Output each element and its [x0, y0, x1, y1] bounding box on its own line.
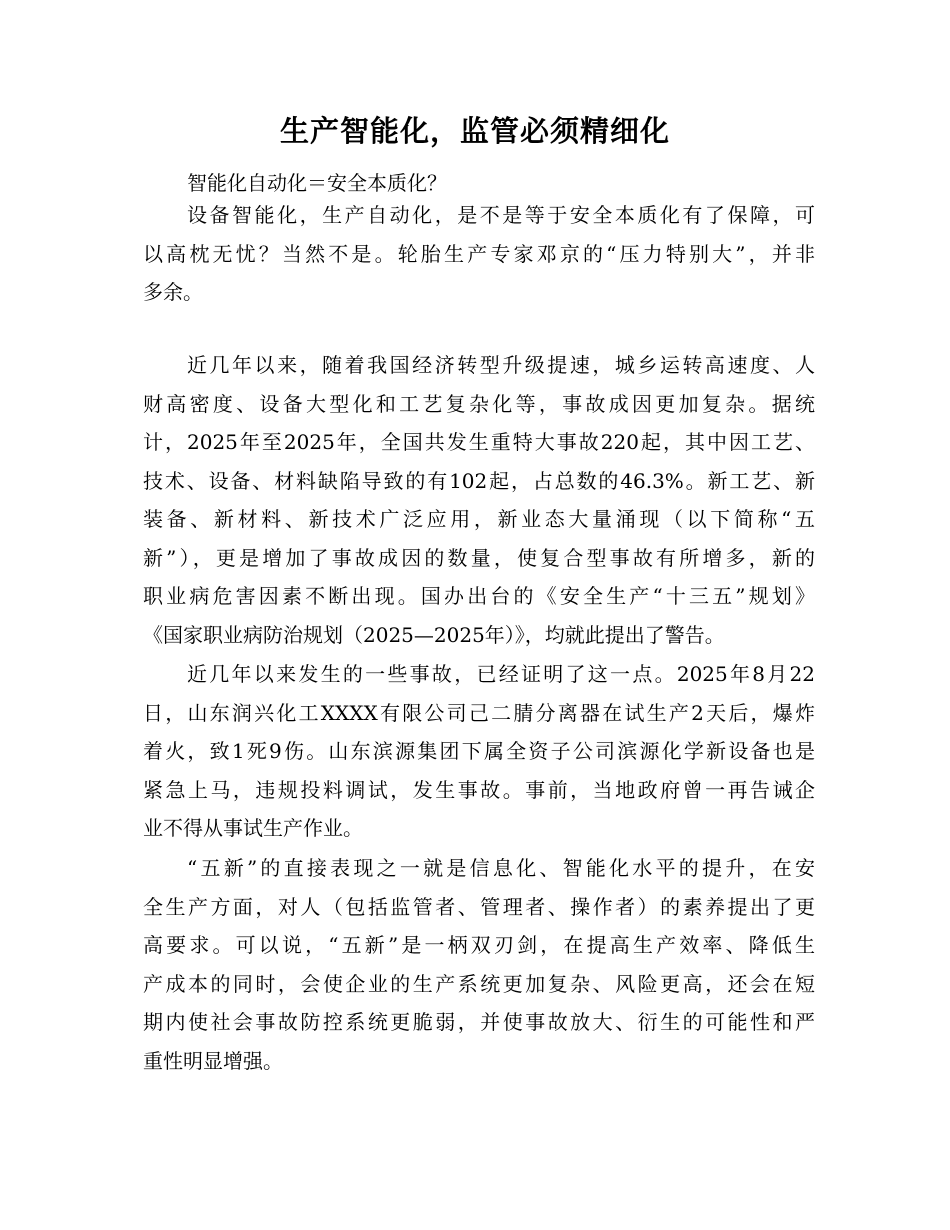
paragraph-line: 财高密度、设备大型化和工艺复杂化等，事故成因更加复杂。据统 — [143, 391, 815, 416]
paragraph-line: 期内使社会事故防控系统更脆弱，并使事故放大、衍生的可能性和严 — [143, 1010, 815, 1034]
paragraph-3 — [143, 655, 815, 848]
paragraph-line: 高要求。可以说，“五新”是一柄双刃剑，在提高生产效率、降低生 — [143, 933, 815, 957]
paragraph-line: 近几年以来，随着我国经济转型升级提速，城乡运转高速度、人 — [187, 353, 815, 377]
paragraph-2 — [143, 346, 815, 654]
paragraph-line: 紧急上马，违规投料调试，发生事故。事前，当地政府曾一再告诫企 — [143, 777, 815, 802]
paragraph-line: 设备智能化，生产自动化，是不是等于安全本质化有了保障，可 — [187, 203, 815, 227]
paragraph-line: 职业病危害因素不断出现。国办出台的《安全生产“十三五”规划》 — [143, 584, 815, 608]
paragraph-line: “五新”的直接表现之一就是信息化、智能化水平的提升，在安 — [187, 856, 815, 880]
paragraph-4 — [143, 849, 815, 1080]
paragraph-line: 着火，致1死9伤。山东滨源集团下属全资子公司滨源化学新设备也是 — [143, 739, 815, 763]
paragraph-line: 近几年以来发生的一些事故，已经证明了这一点。2025年8月22 — [187, 662, 815, 686]
paragraph-line: 产成本的同时，会使企业的生产系统更加复杂、风险更高，还会在短 — [143, 971, 815, 996]
paragraph-line: 日，山东润兴化工XXXX有限公司己二腈分离器在试生产2天后，爆炸 — [143, 700, 815, 725]
paragraph-line: 《国家职业病防治规划（2025—2025年）》，均就此提出了警告。 — [143, 622, 725, 647]
paragraph-1 — [143, 196, 815, 312]
paragraph-line: 以高枕无忧？当然不是。轮胎生产专家邓京的“压力特别大”，并非 — [143, 241, 815, 266]
paragraph-line: 计，2025年至2025年，全国共发生重特大事故220起，其中因工艺、 — [143, 430, 815, 454]
paragraph-line: 重性明显增强。 — [143, 1048, 283, 1073]
document-title: 生产智能化，监管必须精细化 — [279, 114, 670, 148]
paragraph-line: 装备、新材料、新技术广泛应用，新业态大量涌现（以下简称“五 — [143, 507, 815, 531]
document-subtitle: 智能化自动化＝安全本质化？ — [187, 171, 447, 195]
paragraph-line: 技术、设备、材料缺陷导致的有102起，占总数的46.3%。新工艺、新 — [143, 468, 815, 493]
paragraph-line: 多余。 — [143, 280, 203, 304]
paragraph-line: 新”），更是增加了事故成因的数量，使复合型事故有所增多，新的 — [143, 545, 815, 570]
paragraph-line: 业不得从事试生产作业。 — [143, 816, 363, 840]
paragraph-line: 全生产方面，对人（包括监管者、管理者、操作者）的素养提出了更 — [143, 894, 815, 919]
